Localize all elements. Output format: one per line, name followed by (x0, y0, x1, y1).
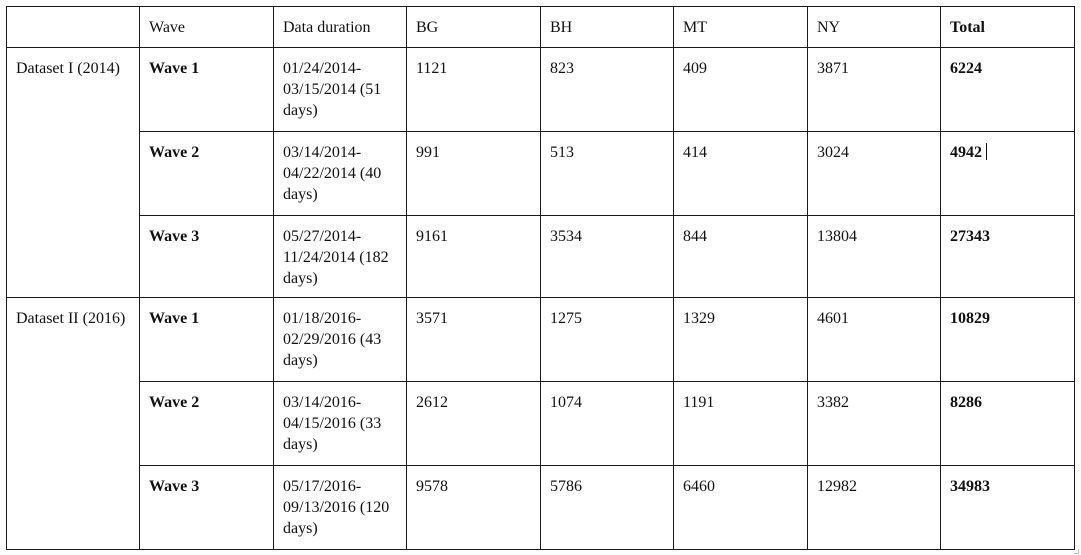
header-cell-wave: Wave (140, 7, 274, 48)
table-row (7, 216, 1075, 298)
mt-cell: 1329 (674, 298, 808, 382)
dataset-label-cell: Dataset II (2016) (7, 298, 140, 550)
header-row (7, 7, 1075, 48)
bg-cell: 1121 (407, 48, 541, 132)
dataset-label-cell: Dataset I (2014) (7, 48, 140, 298)
table-row (7, 132, 1075, 216)
duration-cell: 01/24/2014-03/15/2014 (51 days) (274, 48, 407, 132)
wave-cell: Wave 3 (140, 466, 274, 550)
bh-cell: 1074 (541, 382, 674, 466)
total-cell: 10829 (941, 298, 1075, 382)
ny-cell: 12982 (808, 466, 941, 550)
bg-cell: 9161 (407, 216, 541, 298)
ny-cell: 4601 (808, 298, 941, 382)
mt-cell: 1191 (674, 382, 808, 466)
waves-data-table (6, 6, 1075, 550)
ny-cell: 13804 (808, 216, 941, 298)
total-value: 4942 (950, 144, 982, 161)
header-cell-bg: BG (407, 7, 541, 48)
bg-cell: 2612 (407, 382, 541, 466)
table-row (7, 466, 1075, 550)
mt-cell: 6460 (674, 466, 808, 550)
bg-cell: 3571 (407, 298, 541, 382)
text-cursor (986, 143, 987, 160)
header-cell-total: Total (941, 7, 1075, 48)
header-cell-duration: Data duration (274, 7, 407, 48)
wave-cell: Wave 1 (140, 48, 274, 132)
wave-cell: Wave 1 (140, 298, 274, 382)
bh-cell: 3534 (541, 216, 674, 298)
total-cell: 8286 (941, 382, 1075, 466)
header-cell-bh: BH (541, 7, 674, 48)
ny-cell: 3024 (808, 132, 941, 216)
total-cell: 34983 (941, 466, 1075, 550)
bh-cell: 513 (541, 132, 674, 216)
bg-cell: 9578 (407, 466, 541, 550)
mt-cell: 844 (674, 216, 808, 298)
ny-cell: 3382 (808, 382, 941, 466)
wave-cell: Wave 3 (140, 216, 274, 298)
wave-cell: Wave 2 (140, 382, 274, 466)
header-cell-corner (7, 7, 140, 48)
mt-cell: 414 (674, 132, 808, 216)
total-cell: 6224 (941, 48, 1075, 132)
bh-cell: 1275 (541, 298, 674, 382)
ny-cell: 3871 (808, 48, 941, 132)
bh-cell: 5786 (541, 466, 674, 550)
duration-cell: 05/27/2014-11/24/2014 (182 days) (274, 216, 407, 298)
table-row (7, 298, 1075, 382)
table-row (7, 48, 1075, 132)
total-cell: 27343 (941, 216, 1075, 298)
bg-cell: 991 (407, 132, 541, 216)
header-cell-mt: MT (674, 7, 808, 48)
wave-cell: Wave 2 (140, 132, 274, 216)
mt-cell: 409 (674, 48, 808, 132)
bh-cell: 823 (541, 48, 674, 132)
total-cell[interactable] (941, 132, 1075, 216)
duration-cell: 01/18/2016-02/29/2016 (43 days) (274, 298, 407, 382)
duration-cell: 03/14/2014-04/22/2014 (40 days) (274, 132, 407, 216)
table-row (7, 382, 1075, 466)
duration-cell: 05/17/2016-09/13/2016 (120 days) (274, 466, 407, 550)
page-corner-marker (1074, 549, 1079, 554)
header-cell-ny: NY (808, 7, 941, 48)
duration-cell: 03/14/2016-04/15/2016 (33 days) (274, 382, 407, 466)
